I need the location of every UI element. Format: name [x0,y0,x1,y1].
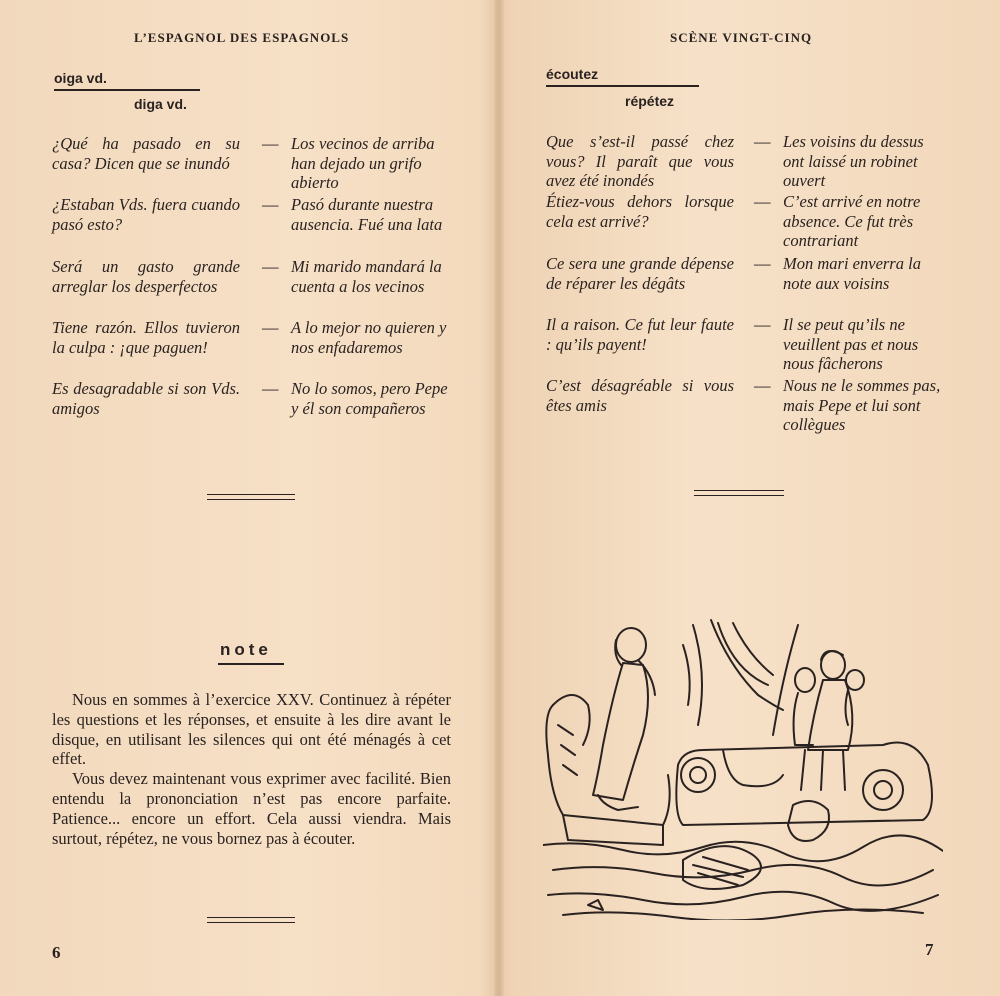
dash: — [262,257,279,276]
sofa-cushion [863,770,903,810]
question: Será un gasto grande arreglar los desperfectos [52,257,240,296]
water-wave [543,835,943,861]
answer: Il se peut qu’ils ne veuillent pas et nous nous fâcherons [783,315,919,373]
answer: Mi marido mandará la cuenta a los vecinos [291,257,442,296]
answer: A lo mejor no quieren y nos enfadaremos [291,318,447,357]
armchair-back [553,695,590,745]
answer: C’est arrivé en notre absence. Ce fut très contrariant [783,192,921,250]
question: Ce sera une grande dépense de réparer les dégâts [546,254,734,293]
child-head [846,670,864,690]
dash: — [754,132,771,151]
running-head: L’ESPAGNOL DES ESPAGNOLS [134,30,350,45]
flooded-room-illustration [543,615,943,920]
note-title-underline [218,663,284,665]
water-wave [548,892,938,911]
dash: — [262,195,279,214]
curtain-line [693,625,702,725]
plant-leaves [693,857,748,885]
man-body [593,663,648,800]
label-diga: diga vd. [134,96,187,112]
right-page [503,0,1000,996]
note-paragraph: Vous devez maintenant vous exprimer avec facilité. Bien entendu la prononciation n’est pas encore parfaite. Patience... encore un effort. Cela aussi viendra. Mais surtout, répétez, ne vous bornez pas à écouter. [52,769,451,848]
curtain-line [718,623,768,685]
child-body [846,690,849,725]
question: Étiez-vous dehors lorsque cela est arrivé? [546,192,734,231]
page-number: 7 [925,940,934,959]
dash: — [262,318,279,337]
running-head: SCÈNE VINGT-CINQ [670,30,813,45]
sofa-cushion [874,781,892,799]
note-body [52,690,451,848]
dash: — [754,315,771,334]
label-rule [546,85,699,87]
answer: No lo somos, pero Pepe y él son compañeros [291,379,448,418]
question: Es desagradable si son Vds. amigos [52,379,240,418]
sofa-cushion [690,767,706,783]
label-ecoutez: écoutez [546,66,599,82]
floating-plant [683,846,761,889]
curtain-line [683,645,690,705]
question: Tiene razón. Ellos tuvieron la culpa : ¡que paguen! [52,318,240,357]
dash: — [754,254,771,273]
question: Il a raison. Ce fut leur faute : qu’ils payent! [546,315,734,354]
answer: Mon mari enverra la note aux voisins [783,254,921,293]
answer: Les voisins du dessus ont laissé un robinet ouvert [783,132,924,190]
legs [801,750,845,790]
label-repetez: répétez [625,93,675,109]
section-divider [694,490,784,496]
question: Que s’est-il passé chez vous? Il paraît que vous avez été inondés [546,132,734,190]
page-number: 6 [52,943,61,962]
question: ¿Qué ha pasado en su casa? Dicen que se inundó [52,134,240,173]
sofa-cushion [681,758,715,792]
armchair-pattern [558,725,577,775]
section-divider [207,917,295,923]
label-rule [54,89,200,91]
label-oiga: oiga vd. [54,70,107,86]
man-head [616,628,646,662]
section-divider [207,494,295,500]
dash: — [754,376,771,395]
floating-object [588,900,603,910]
answer: Nous ne le sommes pas, mais Pepe et lui sont collègues [783,376,941,434]
dash: — [262,379,279,398]
left-page [0,0,497,996]
curtain-line [733,623,773,675]
answer: Los vecinos de arriba han dejado un grifo abierto [291,134,435,192]
answer: Pasó durante nuestra ausencia. Fué una lata [291,195,443,234]
note-paragraph: Nous en sommes à l’exercice XXV. Continuez à répéter les questions et les réponses, et ensuite à les dire avant le disque, en utilisant les silences qui ont été ménagés à cet effet. [52,690,451,769]
child-head [795,668,815,692]
dash: — [262,134,279,153]
question: C’est désagréable si vous êtes amis [546,376,734,415]
note-title: note [220,640,272,659]
sofa-cushion-fold [723,750,783,786]
dash: — [754,192,771,211]
question: ¿Estaban Vds. fuera cuando pasó esto? [52,195,240,234]
floating-dog [788,801,829,841]
